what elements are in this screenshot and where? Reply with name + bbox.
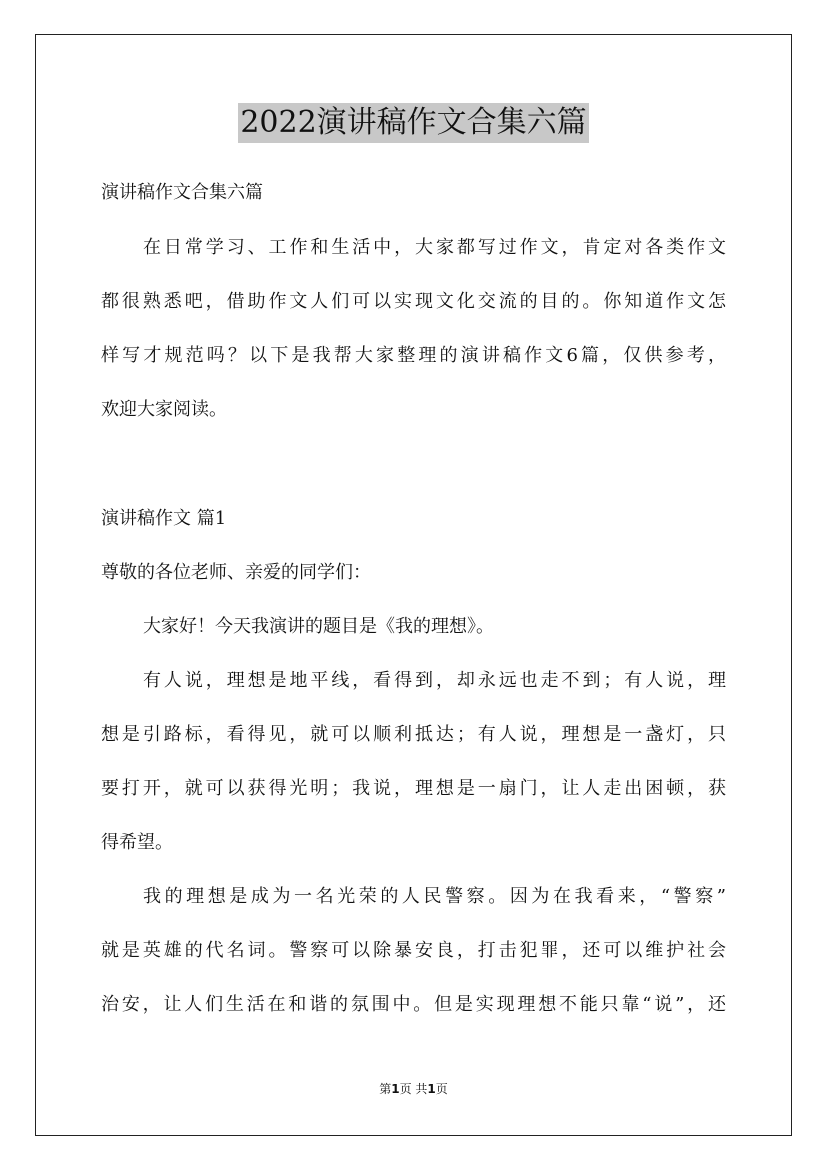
para1-line-1: 有人说，理想是地平线，看得到，却永远也走不到；有人说，理 bbox=[143, 670, 726, 691]
intro-line-4: 欢迎大家阅读。 bbox=[101, 399, 227, 420]
footer-page-total: 1 bbox=[427, 1082, 436, 1096]
title-container bbox=[0, 103, 827, 143]
intro-line-2: 都很熟悉吧，借助作文人们可以实现文化交流的目的。你知道作文怎 bbox=[101, 291, 726, 312]
footer-mid: 页 共 bbox=[399, 1082, 428, 1096]
section-heading: 演讲稿作文 篇1 bbox=[101, 508, 227, 529]
page-footer bbox=[0, 1081, 827, 1097]
para2-line-1: 我的理想是成为一名光荣的人民警察。因为在我看来，“警察” bbox=[143, 886, 726, 907]
para2-line-2: 就是英雄的代名词。警察可以除暴安良，打击犯罪，还可以维护社会 bbox=[101, 940, 726, 961]
para2-line-3: 治安，让人们生活在和谐的氛围中。但是实现理想不能只靠“说”，还 bbox=[101, 994, 726, 1015]
salutation: 尊敬的各位老师、亲爱的同学们： bbox=[101, 562, 371, 583]
para1-line-2: 想是引路标，看得见，就可以顺利抵达；有人说，理想是一盏灯，只 bbox=[101, 724, 726, 745]
para1-line-3: 要打开，就可以获得光明；我说，理想是一扇门，让人走出困顿，获 bbox=[101, 778, 726, 799]
intro-line-1: 在日常学习、工作和生活中，大家都写过作文，肯定对各类作文 bbox=[143, 237, 726, 258]
para1-line-4: 得希望。 bbox=[101, 832, 173, 853]
footer-prefix: 第 bbox=[379, 1082, 392, 1096]
document-subtitle: 演讲稿作文合集六篇 bbox=[101, 182, 263, 203]
intro-line-3: 样写才规范吗？以下是我帮大家整理的演讲稿作文6篇，仅供参考， bbox=[101, 345, 726, 366]
document-title: 2022演讲稿作文合集六篇 bbox=[238, 103, 588, 143]
greeting: 大家好！今天我演讲的题目是《我的理想》。 bbox=[143, 616, 494, 637]
footer-page-current: 1 bbox=[391, 1082, 400, 1096]
footer-suffix: 页 bbox=[435, 1082, 448, 1096]
